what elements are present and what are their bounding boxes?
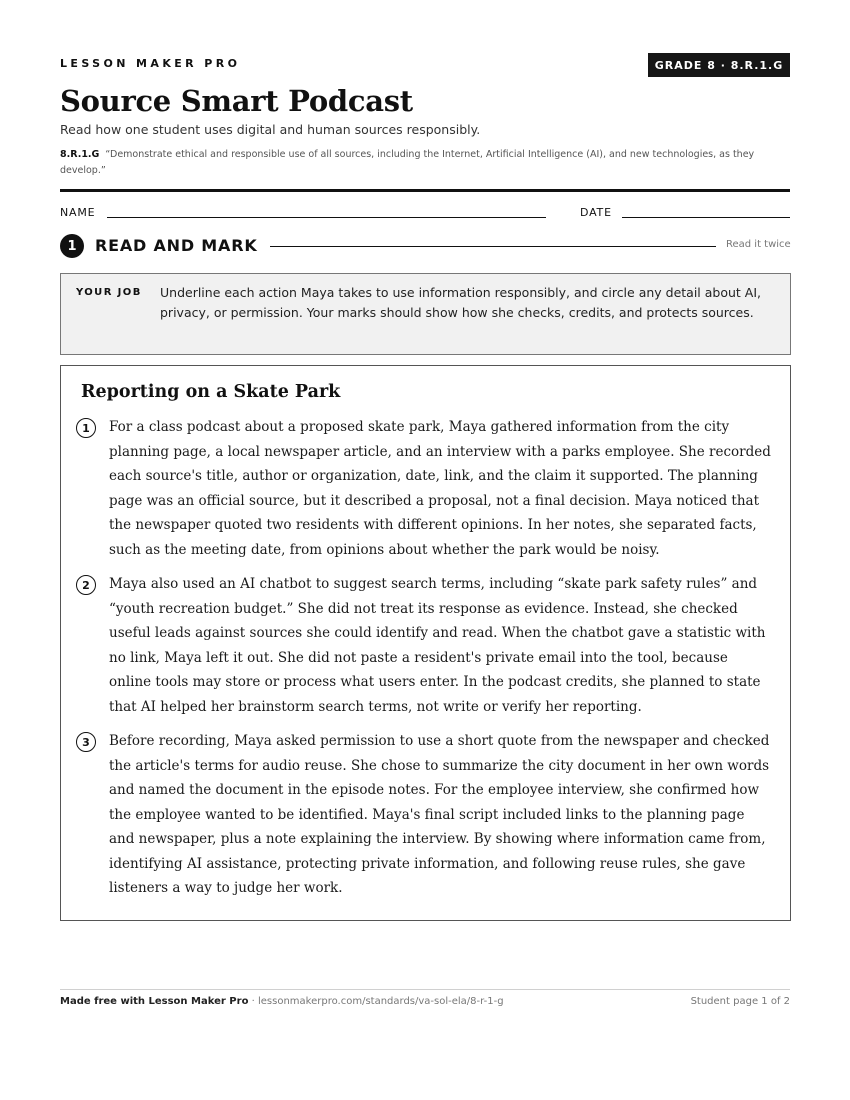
reading-passage: [60, 365, 791, 921]
your-job-instructions: Underline each action Maya takes to use information responsibly, and circle any detail about AI, privacy, or permission. Your marks should show how she checks, credits, and protects sources.: [160, 285, 762, 320]
section-divider: [270, 246, 716, 247]
date-label: DATE: [580, 206, 612, 219]
standard-code: 8.R.1.G: [60, 149, 100, 160]
section-number-badge: 1: [60, 234, 84, 258]
standard-text: “Demonstrate ethical and responsible use of all sources, including the Internet, Artificial Intelligence (AI), and new technologies, as they develop.”: [60, 149, 755, 176]
header-divider: [60, 189, 790, 192]
brand-name: LESSON MAKER PRO: [60, 57, 241, 70]
footer-made-with: Made free with Lesson Maker Pro: [60, 996, 249, 1007]
section-hint: Read it twice: [726, 239, 791, 250]
paragraph-number: 2: [76, 575, 96, 595]
name-field-line[interactable]: [107, 217, 546, 218]
footer-separator: ·: [248, 996, 258, 1007]
name-label: NAME: [60, 206, 96, 219]
paragraph-number: 1: [76, 418, 96, 438]
footer-credit: [60, 996, 504, 1007]
passage-paragraph: Before recording, Maya asked permission to use a short quote from the newspaper and checked the article's terms for audio reuse. She chose to summarize the city document in her own words and named the document in the episode notes. For the employee interview, she confirmed how the employee wanted to be identified. Maya's final script included links to the planning page and newspaper, plus a note explaining the interview. By showing where information came from, identifying AI assistance, protecting private information, and following reuse rules, she gave listeners a way to judge her work.: [109, 733, 770, 896]
passage-paragraph: For a class podcast about a proposed skate park, Maya gathered information from the city planning page, a local newspaper article, and an interview with a parks employee. She recorded each source's title, author or organization, date, link, and the claim it supported. The planning page was an official source, but it described a proposal, not a final decision. Maya noticed that the newspaper quoted two residents with different opinions. In her notes, she separated facts, such as the meeting date, from opinions about whether the park would be noisy.: [109, 419, 771, 558]
footer-divider: [60, 989, 790, 990]
footer-url-link[interactable]: lessonmakerpro.com/standards/va-sol-ela/8-r-1-g: [257, 996, 504, 1007]
date-field-line[interactable]: [622, 217, 790, 218]
page-subtitle: Read how one student uses digital and human sources responsibly.: [60, 122, 481, 137]
passage-title: Reporting on a Skate Park: [81, 382, 341, 402]
page-indicator: Student page 1 of 2: [690, 996, 790, 1007]
your-job-label: YOUR JOB: [76, 287, 142, 298]
section-title: READ AND MARK: [95, 236, 258, 255]
grade-badge: GRADE 8 · 8.R.1.G: [648, 53, 790, 77]
your-job-box: [60, 273, 791, 355]
paragraph-number: 3: [76, 732, 96, 752]
standard-statement: [60, 147, 792, 178]
page-title: Source Smart Podcast: [60, 84, 413, 118]
passage-paragraph: Maya also used an AI chatbot to suggest search terms, including “skate park safety rules” and “youth recreation budget.” She did not treat its response as evidence. Instead, she checked useful leads against sources she could identify and read. When the chatbot gave a statistic with no link, Maya left it out. She did not paste a resident's private email into the tool, because online tools may store or process what users enter. In the podcast credits, she planned to state that AI helped her brainstorm search terms, not write or verify her reporting.: [109, 576, 766, 715]
